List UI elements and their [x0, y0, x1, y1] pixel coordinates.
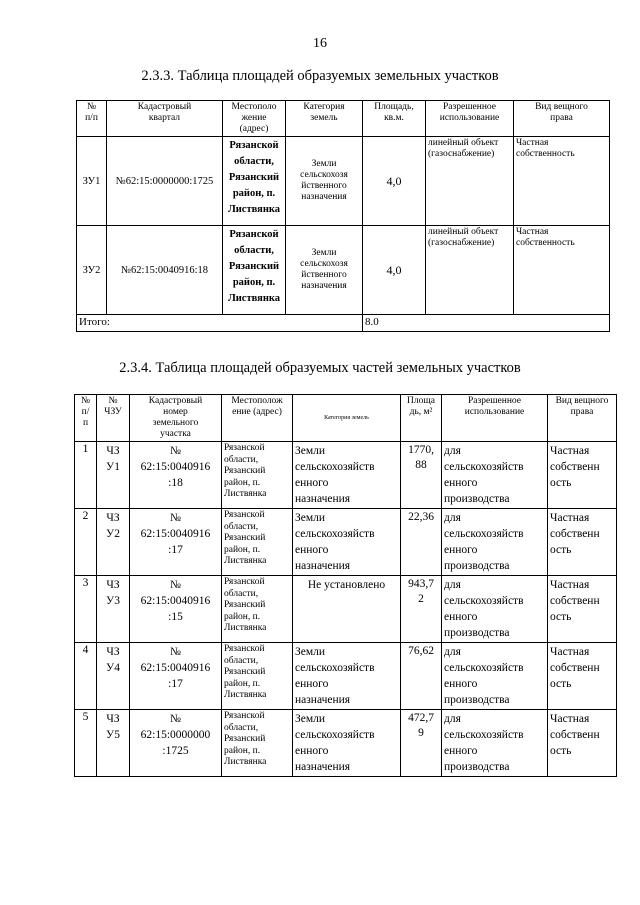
plot-use: линейный объект (газоснабжение) — [426, 137, 514, 226]
header-cadastral: Кадастровый квартал — [107, 101, 223, 137]
land-parts-table — [74, 394, 617, 777]
part-right: Частная собственн ость — [548, 710, 617, 777]
table2-title: 2.3.4. Таблица площадей образуемых частей земельных участков — [119, 360, 521, 376]
part-category: Земли сельскохозяйств енного назначения — [293, 442, 401, 509]
total-value: 8.0 — [363, 315, 610, 332]
part-cadastral: № 62:15:0000000 :1725 — [130, 710, 222, 777]
part-area: 76,62 — [401, 643, 442, 710]
header-num: № п/п — [77, 101, 107, 137]
header-right: Вид вещного права — [514, 101, 610, 137]
part-cadastral: № 62:15:0040916 :17 — [130, 509, 222, 576]
header-location: Местополо жение (адрес) — [223, 101, 286, 137]
plot-location: Рязанской области, Рязанский район, п. Листвянка — [223, 137, 286, 226]
table1-total-row — [77, 315, 610, 332]
plot-category: Земли сельскохозя йственного назначения — [286, 226, 363, 315]
part-use: для сельскохозяйств енного производства — [442, 710, 548, 777]
plot-category: Земли сельскохозя йственного назначения — [286, 137, 363, 226]
table1-header-row — [77, 101, 610, 137]
part-location: Рязанской области, Рязанский район, п. Листвянка — [222, 643, 293, 710]
plot-use: линейный объект (газоснабжение) — [426, 226, 514, 315]
part-category: Не установлено — [293, 576, 401, 643]
plot-cadastral: №62:15:0000000:1725 — [107, 137, 223, 226]
plot-num: ЗУ1 — [77, 137, 107, 226]
part-category: Земли сельскохозяйств енного назначения — [293, 509, 401, 576]
part-right: Частная собственн ость — [548, 643, 617, 710]
part-n: 4 — [75, 643, 97, 710]
header-area: Площадь, кв.м. — [363, 101, 426, 137]
table-row — [75, 576, 617, 643]
header-use: Разрешенное использование — [426, 101, 514, 137]
total-label: Итого: — [77, 315, 363, 332]
table-row — [75, 643, 617, 710]
part-n: 5 — [75, 710, 97, 777]
part-chzu: ЧЗ У1 — [97, 442, 130, 509]
header-location: Местополож ение (адрес) — [222, 395, 293, 442]
part-n: 3 — [75, 576, 97, 643]
table2-header-row — [75, 395, 617, 442]
part-area: 22,36 — [401, 509, 442, 576]
plot-num: ЗУ2 — [77, 226, 107, 315]
header-right: Вид вещного права — [548, 395, 617, 442]
part-location: Рязанской области, Рязанский район, п. Листвянка — [222, 509, 293, 576]
plot-cadastral: №62:15:0040916:18 — [107, 226, 223, 315]
part-chzu: ЧЗ У3 — [97, 576, 130, 643]
part-use: для сельскохозяйств енного производства — [442, 643, 548, 710]
part-n: 2 — [75, 509, 97, 576]
table-row — [77, 226, 610, 315]
part-chzu: ЧЗ У5 — [97, 710, 130, 777]
plot-right: Частная собственность — [514, 137, 610, 226]
part-area: 943,7 2 — [401, 576, 442, 643]
table1-title: 2.3.3. Таблица площадей образуемых земельных участков — [141, 68, 499, 84]
table-row — [75, 442, 617, 509]
header-chzu: № ЧЗУ — [97, 395, 130, 442]
part-chzu: ЧЗ У4 — [97, 643, 130, 710]
part-location: Рязанской области, Рязанский район, п. Листвянка — [222, 710, 293, 777]
part-right: Частная собственн ость — [548, 576, 617, 643]
header-category: Категория земель — [293, 395, 401, 442]
part-n: 1 — [75, 442, 97, 509]
land-plots-table — [76, 100, 610, 332]
page-number: 16 — [313, 36, 327, 51]
part-category: Земли сельскохозяйств енного назначения — [293, 710, 401, 777]
header-n: № п/ п — [75, 395, 97, 442]
plot-area: 4,0 — [363, 226, 426, 315]
header-use: Разрешенное использование — [442, 395, 548, 442]
part-area: 472,7 9 — [401, 710, 442, 777]
plot-right: Частная собственность — [514, 226, 610, 315]
part-chzu: ЧЗ У2 — [97, 509, 130, 576]
part-category: Земли сельскохозяйств енного назначения — [293, 643, 401, 710]
header-category: Категория земель — [286, 101, 363, 137]
header-cadastral: Кадастровый номер земельного участка — [130, 395, 222, 442]
part-right: Частная собственн ость — [548, 442, 617, 509]
table-row — [75, 509, 617, 576]
table-row — [75, 710, 617, 777]
part-area: 1770, 88 — [401, 442, 442, 509]
plot-area: 4,0 — [363, 137, 426, 226]
part-location: Рязанской области, Рязанский район, п. Листвянка — [222, 576, 293, 643]
plot-location: Рязанской области, Рязанский район, п. Листвянка — [223, 226, 286, 315]
table-row — [77, 137, 610, 226]
part-use: для сельскохозяйств енного производства — [442, 576, 548, 643]
part-cadastral: № 62:15:0040916 :17 — [130, 643, 222, 710]
part-use: для сельскохозяйств енного производства — [442, 442, 548, 509]
part-cadastral: № 62:15:0040916 :15 — [130, 576, 222, 643]
part-use: для сельскохозяйств енного производства — [442, 509, 548, 576]
header-area: Площа дь, м² — [401, 395, 442, 442]
part-cadastral: № 62:15:0040916 :18 — [130, 442, 222, 509]
part-location: Рязанской области, Рязанский район, п. Листвянка — [222, 442, 293, 509]
part-right: Частная собственн ость — [548, 509, 617, 576]
